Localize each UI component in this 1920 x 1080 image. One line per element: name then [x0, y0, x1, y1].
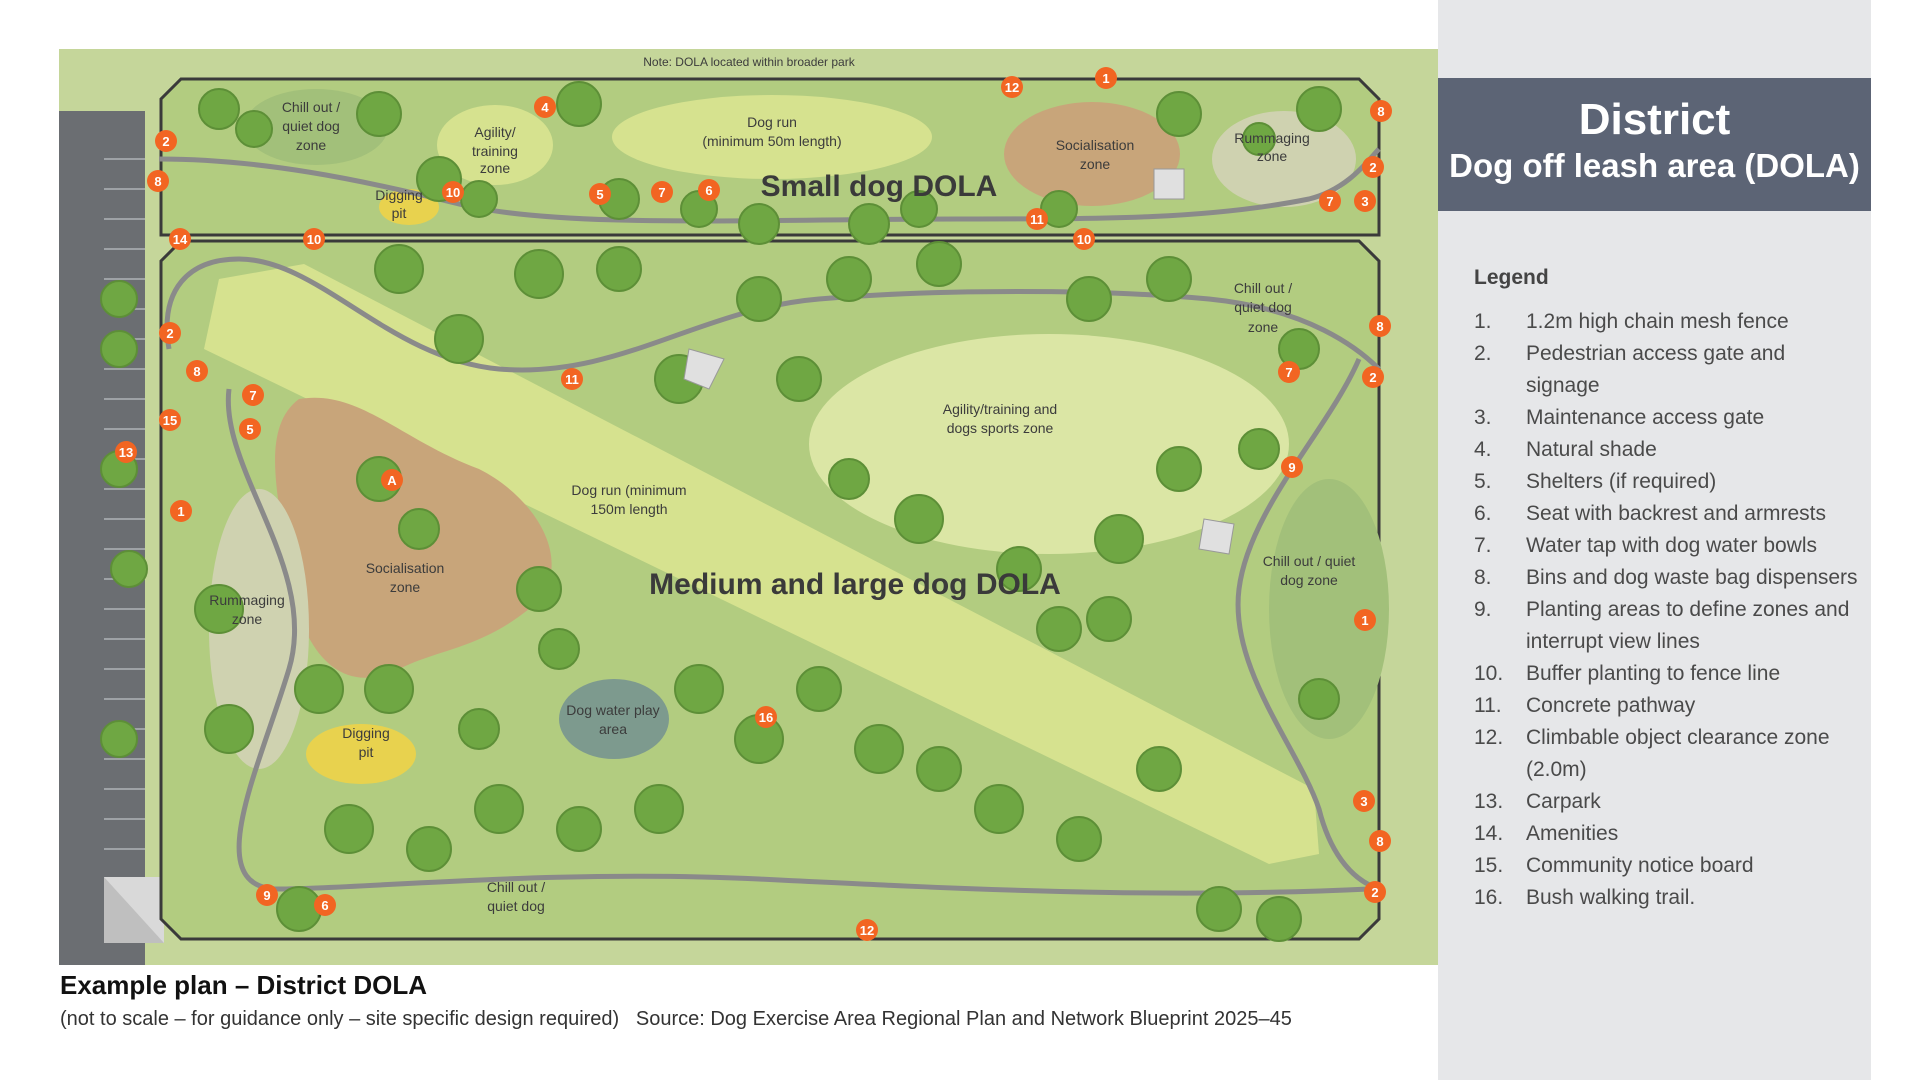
- label-water-2: area: [598, 721, 628, 737]
- marker-10: [442, 181, 464, 203]
- title-line2: Dog off leash area (DOLA): [1449, 147, 1860, 184]
- legend-item: 9. Planting areas to define zones and interrupt view lines: [1474, 598, 1850, 653]
- marker-15: [159, 409, 181, 431]
- svg-text:2: 2: [1371, 885, 1379, 900]
- label-social-l-2: zone: [389, 579, 421, 595]
- label-digging-s-1: Digging: [375, 187, 423, 203]
- label-water-1: Dog water play: [566, 702, 660, 718]
- svg-text:2: 2: [166, 326, 174, 341]
- label-digging-s-2: pit: [391, 205, 407, 221]
- carpark: [59, 111, 145, 965]
- svg-text:16: 16: [758, 710, 774, 725]
- label-agility-l-1: Agility/training and: [942, 401, 1058, 417]
- svg-text:9: 9: [263, 888, 271, 903]
- label-chill-e-2: dog zone: [1280, 572, 1338, 588]
- label-digging-l-2: pit: [358, 744, 374, 760]
- svg-text:8: 8: [193, 364, 201, 379]
- label-rummage-l-1: Rummaging: [209, 592, 285, 608]
- svg-text:8: 8: [1376, 834, 1384, 849]
- svg-text:8: 8: [154, 174, 162, 189]
- legend-title: Legend: [1474, 266, 1549, 289]
- marker-14: [169, 228, 191, 250]
- svg-text:15: 15: [162, 413, 178, 428]
- svg-text:1: 1: [1102, 71, 1110, 86]
- svg-text:13: 13: [118, 445, 134, 460]
- marker-1c: [1354, 609, 1376, 631]
- svg-text:6: 6: [705, 183, 713, 198]
- svg-text:2: 2: [1369, 160, 1377, 175]
- legend-item: 6. Seat with backrest and armrests: [1474, 502, 1826, 525]
- svg-text:3: 3: [1360, 794, 1368, 809]
- label-digging-l-1: Digging: [342, 725, 390, 741]
- svg-text:8: 8: [1377, 104, 1385, 119]
- marker-7c: [242, 384, 264, 406]
- legend-item: 10. Buffer planting to fence line: [1474, 662, 1781, 685]
- marker-2: [155, 130, 177, 152]
- svg-text:7: 7: [1285, 365, 1293, 380]
- label-chill-tl-2: quiet dog: [282, 118, 340, 134]
- marker-9b: [256, 884, 278, 906]
- svg-text:5: 5: [246, 422, 254, 437]
- marker-5b: [239, 418, 261, 440]
- title-box: [1438, 78, 1871, 211]
- marker-7b: [1319, 190, 1341, 212]
- label-rummage-s-1: Rummaging: [1234, 130, 1310, 146]
- legend-item: 5. Shelters (if required): [1474, 470, 1717, 493]
- title-line1: District: [1578, 95, 1731, 144]
- svg-text:7: 7: [658, 185, 666, 200]
- label-dogrun-l-1: Dog run (minimum: [571, 482, 687, 498]
- label-chill-tl-1: Chill out /: [281, 99, 341, 115]
- legend-item: 15. Community notice board: [1474, 854, 1754, 877]
- label-chill-b-1: Chill out /: [486, 879, 546, 895]
- svg-text:8: 8: [1376, 319, 1384, 334]
- label-chill-tl-3: zone: [295, 137, 327, 153]
- legend-item: 3. Maintenance access gate: [1474, 406, 1765, 429]
- marker-9: [1281, 456, 1303, 478]
- marker-A: [381, 469, 403, 491]
- legend-item: 12. Climbable object clearance zone (2.0m): [1474, 726, 1830, 781]
- marker-13: [115, 441, 137, 463]
- svg-text:9: 9: [1288, 460, 1296, 475]
- label-chill-r-3: zone: [1247, 319, 1279, 335]
- svg-text:14: 14: [172, 232, 188, 247]
- svg-text:A: A: [387, 473, 397, 488]
- legend-item: 13. Carpark: [1474, 790, 1601, 813]
- marker-8c: [186, 360, 208, 382]
- label-social-l-1: Socialisation: [365, 560, 445, 576]
- label-agility-s-1: Agility/: [474, 124, 516, 140]
- label-chill-e-1: Chill out / quiet: [1262, 553, 1356, 569]
- label-agility-l-2: dogs sports zone: [946, 420, 1054, 436]
- marker-8: [147, 170, 169, 192]
- shelter-large-2: [1199, 519, 1234, 554]
- label-dogrun-l-2: 150m length: [590, 501, 668, 517]
- legend-item: 4. Natural shade: [1474, 438, 1657, 461]
- caption-subtitle: [60, 1008, 1292, 1031]
- marker-11b: [561, 368, 583, 390]
- legend-item: 7. Water tap with dog water bowls: [1474, 534, 1818, 557]
- marker-2b: [1362, 156, 1384, 178]
- label-rummage-s-2: zone: [1256, 148, 1288, 164]
- label-chill-b-2: quiet dog: [487, 898, 545, 914]
- label-dogrun-s-1: Dog run: [747, 114, 797, 130]
- marker-12b: [856, 919, 878, 941]
- water-play: [559, 679, 669, 759]
- caption-note: (not to scale – for guidance only – site specific design required): [60, 1008, 620, 1030]
- marker-3: [1354, 190, 1376, 212]
- svg-text:1: 1: [1361, 613, 1369, 628]
- svg-text:1: 1: [177, 504, 185, 519]
- svg-text:7: 7: [1326, 194, 1334, 209]
- label-social-s-1: Socialisation: [1055, 137, 1135, 153]
- svg-text:10: 10: [445, 185, 461, 200]
- legend-item: 2. Pedestrian access gate and signage: [1474, 342, 1786, 397]
- marker-6: [698, 179, 720, 201]
- marker-2e: [1364, 881, 1386, 903]
- label-chill-r-1: Chill out /: [1233, 280, 1293, 296]
- marker-12: [1001, 76, 1023, 98]
- svg-text:6: 6: [321, 898, 329, 913]
- legend-item: 14. Amenities: [1474, 822, 1619, 845]
- marker-1: [1095, 67, 1117, 89]
- marker-6b: [314, 894, 336, 916]
- label-chill-r-2: quiet dog: [1234, 299, 1292, 315]
- svg-text:10: 10: [306, 232, 322, 247]
- svg-text:2: 2: [162, 134, 170, 149]
- label-social-s-2: zone: [1079, 156, 1111, 172]
- marker-2c: [159, 322, 181, 344]
- marker-7d: [1278, 361, 1300, 383]
- label-agility-s-2: training: [472, 143, 518, 159]
- large-dog-title: Medium and large dog DOLA: [649, 568, 1061, 601]
- label-rummage-l-2: zone: [231, 611, 263, 627]
- marker-8b: [1370, 100, 1392, 122]
- legend-item: 16. Bush walking trail.: [1474, 886, 1696, 909]
- marker-4: [534, 96, 556, 118]
- legend-list: [1474, 306, 1864, 914]
- marker-8e: [1369, 830, 1391, 852]
- legend-item: 11. Concrete pathway: [1474, 694, 1696, 717]
- svg-text:11: 11: [565, 372, 579, 387]
- svg-text:3: 3: [1361, 194, 1369, 209]
- svg-text:12: 12: [859, 923, 875, 938]
- marker-16: [755, 706, 777, 728]
- small-dog-title: Small dog DOLA: [760, 170, 998, 203]
- marker-5: [589, 183, 611, 205]
- map-note: Note: DOLA located within broader park: [643, 55, 855, 69]
- svg-text:11: 11: [1030, 212, 1044, 227]
- svg-text:12: 12: [1004, 80, 1020, 95]
- svg-text:10: 10: [1076, 232, 1092, 247]
- caption-source: Source: Dog Exercise Area Regional Plan and Network Blueprint 2025–45: [635, 1008, 1292, 1030]
- marker-2d: [1362, 366, 1384, 388]
- svg-text:5: 5: [596, 187, 604, 202]
- legend-item: 8. Bins and dog waste bag dispensers: [1474, 566, 1858, 589]
- marker-10b: [1073, 228, 1095, 250]
- svg-text:7: 7: [249, 388, 257, 403]
- svg-text:2: 2: [1369, 370, 1377, 385]
- marker-11: [1026, 208, 1048, 230]
- shelter-small: [1154, 169, 1184, 199]
- label-agility-s-3: zone: [479, 160, 511, 176]
- label-dogrun-s-2: (minimum 50m length): [702, 133, 842, 149]
- legend-item: 1. 1.2m high chain mesh fence: [1474, 310, 1789, 333]
- marker-1b: [170, 500, 192, 522]
- svg-text:4: 4: [541, 100, 549, 115]
- marker-10c: [303, 228, 325, 250]
- marker-8d: [1369, 315, 1391, 337]
- site-plan-map: [59, 49, 1438, 965]
- marker-3b: [1353, 790, 1375, 812]
- caption-title: Example plan – District DOLA: [60, 970, 427, 1000]
- marker-7: [651, 181, 673, 203]
